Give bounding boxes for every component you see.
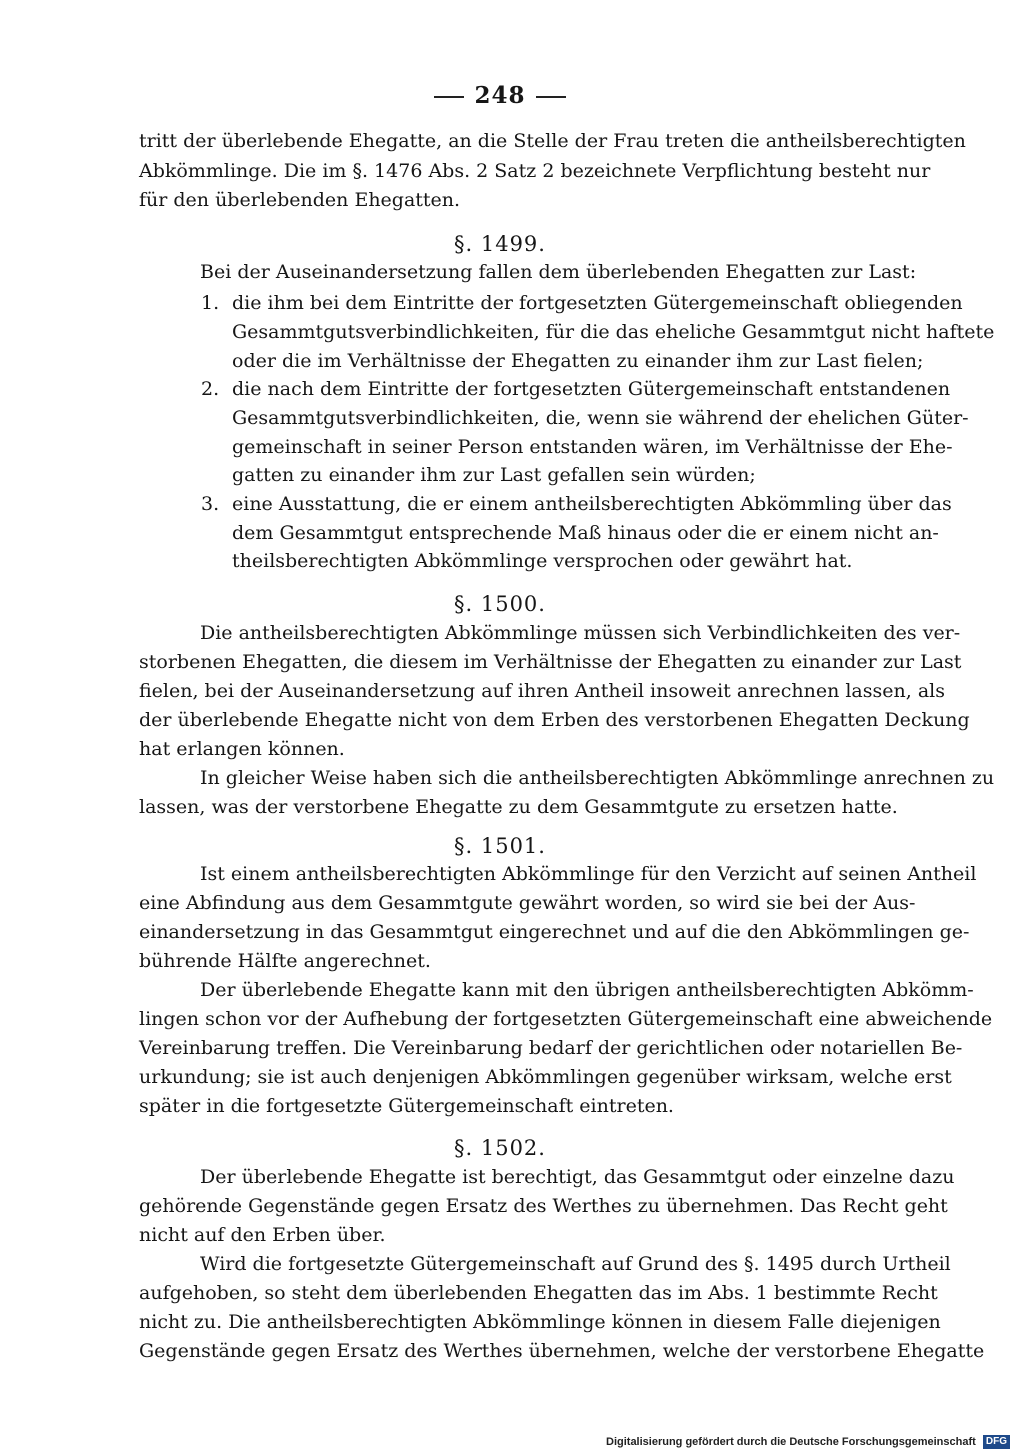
list-item-line: gatten zu einander ihm zur Last gefallen sein würden;: [232, 464, 756, 486]
paragraph-line: Wird die fortgesetzte Gütergemeinschaft auf Grund des §. 1495 durch Urtheil: [200, 1253, 951, 1275]
paragraph-line: lassen, was der verstorbene Ehegatte zu dem Gesammtgute zu ersetzen hatte.: [139, 796, 898, 818]
footer-text: Digitalisierung gefördert durch die Deutsche Forschungsgemeinschaft: [606, 1436, 976, 1448]
paragraph-line: einandersetzung in das Gesammtgut eingerechnet und auf die den Abkömmlingen ge-: [139, 921, 970, 943]
list-item-number: 3.: [201, 493, 220, 515]
page-number: 248: [0, 82, 1000, 109]
list-item-line: dem Gesammtgut entsprechende Maß hinaus oder die er einem nicht an-: [232, 522, 939, 544]
list-item-number: 1.: [201, 292, 220, 314]
dfg-logo-icon: DFG: [983, 1435, 1010, 1449]
paragraph-line: In gleicher Weise haben sich die antheilsberechtigten Abkömmlinge anrechnen zu: [200, 767, 995, 789]
intro-line: für den überlebenden Ehegatten.: [139, 189, 461, 211]
paragraph-line: eine Abfindung aus dem Gesammtgute gewährt worden, so wird sie bei der Aus-: [139, 892, 916, 914]
paragraph-line: lingen schon vor der Aufhebung der fortgesetzten Gütergemeinschaft eine abweichende: [139, 1008, 993, 1030]
digitization-footer: [606, 1434, 1010, 1450]
section-heading-1500: §. 1500.: [454, 592, 546, 616]
list-item-line: die nach dem Eintritte der fortgesetzten Gütergemeinschaft entstandenen: [232, 378, 951, 400]
paragraph-line: Vereinbarung treffen. Die Vereinbarung bedarf der gerichtlichen oder notariellen Be-: [139, 1037, 963, 1059]
list-item-line: theilsberechtigten Abkömmlinge versprochen oder gewährt hat.: [232, 550, 853, 572]
paragraph-line: Die antheilsberechtigten Abkömmlinge müssen sich Verbindlichkeiten des ver-: [200, 622, 961, 644]
paragraph-line: gehörende Gegenstände gegen Ersatz des Werthes zu übernehmen. Das Recht geht: [139, 1195, 948, 1217]
page-number-dash-right: [536, 96, 566, 98]
paragraph-line: Ist einem antheilsberechtigten Abkömmlinge für den Verzicht auf seinen Antheil: [200, 863, 977, 885]
list-item-line: die ihm bei dem Eintritte der fortgesetzten Gütergemeinschaft obliegenden: [232, 292, 963, 314]
paragraph-line: später in die fortgesetzte Gütergemeinschaft eintreten.: [139, 1095, 674, 1117]
paragraph-line: bührende Hälfte angerechnet.: [139, 950, 431, 972]
paragraph-line: Der überlebende Ehegatte kann mit den übrigen antheilsberechtigten Abkömm-: [200, 979, 974, 1001]
list-item-line: Gesammtgutsverbindlichkeiten, die, wenn sie während der ehelichen Güter-: [232, 407, 969, 429]
section-heading-1499: §. 1499.: [454, 232, 546, 256]
paragraph-line: urkundung; sie ist auch denjenigen Abkömmlingen gegenüber wirksam, welche erst: [139, 1066, 952, 1088]
list-item-line: eine Ausstattung, die er einem antheilsberechtigten Abkömmling über das: [232, 493, 952, 515]
paragraph-line: hat erlangen können.: [139, 738, 345, 760]
list-item-line: oder die im Verhältnisse der Ehegatten zu einander ihm zur Last fielen;: [232, 350, 924, 372]
section-1499-lead: Bei der Auseinandersetzung fallen dem überlebenden Ehegatten zur Last:: [200, 261, 917, 283]
intro-line: Abkömmlinge. Die im §. 1476 Abs. 2 Satz 2 bezeichnete Verpflichtung besteht nur: [139, 160, 931, 182]
list-item-line: Gesammtgutsverbindlichkeiten, für die das eheliche Gesammtgut nicht haftete: [232, 321, 995, 343]
section-heading-1502: §. 1502.: [454, 1136, 546, 1160]
paragraph-line: nicht zu. Die antheilsberechtigten Abkömmlinge können in diesem Falle diejenigen: [139, 1311, 941, 1333]
paragraph-line: fielen, bei der Auseinandersetzung auf ihren Antheil insoweit anrechnen lassen, als: [139, 680, 945, 702]
page-number-dash-left: [434, 96, 464, 98]
list-item-number: 2.: [201, 378, 220, 400]
paragraph-line: nicht auf den Erben über.: [139, 1224, 386, 1246]
paragraph-line: Der überlebende Ehegatte ist berechtigt, das Gesammtgut oder einzelne dazu: [200, 1166, 955, 1188]
paragraph-line: Gegenstände gegen Ersatz des Werthes übernehmen, welche der verstorbene Ehegatte: [139, 1340, 985, 1362]
intro-line: tritt der überlebende Ehegatte, an die Stelle der Frau treten die antheilsberechtigten: [139, 130, 966, 152]
list-item-line: gemeinschaft in seiner Person entstanden wären, im Verhältnisse der Ehe-: [232, 436, 953, 458]
paragraph-line: der überlebende Ehegatte nicht von dem Erben des verstorbenen Ehegatten Deckung: [139, 709, 970, 731]
section-heading-1501: §. 1501.: [454, 834, 546, 858]
paragraph-line: storbenen Ehegatten, die diesem im Verhältnisse der Ehegatten zu einander zur Last: [139, 651, 962, 673]
paragraph-line: aufgehoben, so steht dem überlebenden Ehegatten das im Abs. 1 bestimmte Recht: [139, 1282, 938, 1304]
